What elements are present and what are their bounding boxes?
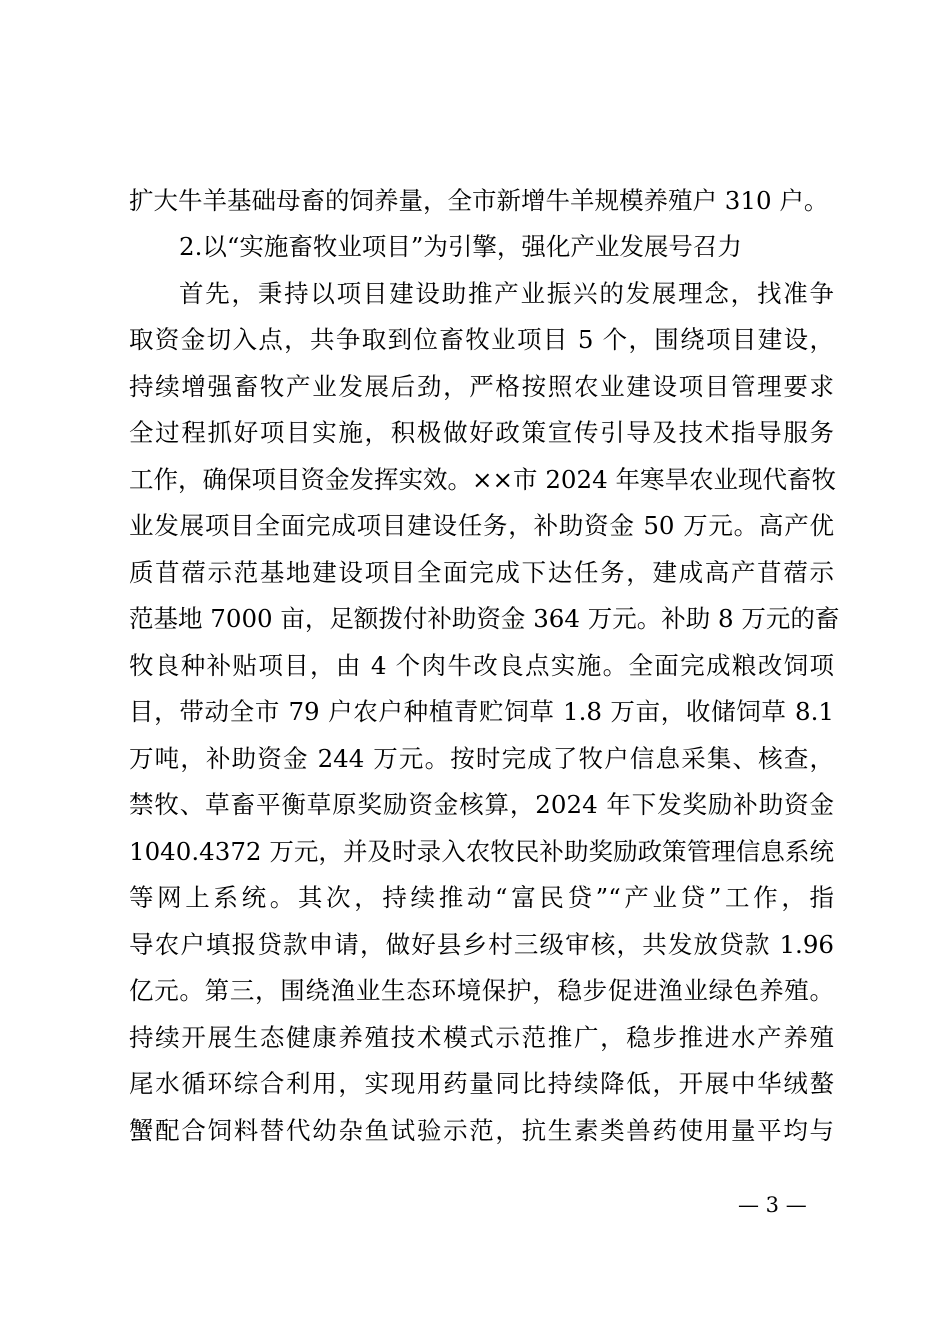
paragraph-line: 工作，确保项目资金发挥实效。××市 2024 年寒旱农业现代畜牧 <box>129 465 836 494</box>
paragraph-line: 牧良种补贴项目，由 4 个肉牛改良点实施。全面完成粮改饲项 <box>129 651 834 680</box>
paragraph-line: 业发展项目全面完成项目建设任务，补助资金 50 万元。高产优 <box>129 511 834 540</box>
page-number: — 3 — <box>738 1193 807 1217</box>
paragraph-line: 首先，秉持以项目建设助推产业振兴的发展理念，找准争 <box>179 279 834 308</box>
paragraph-line: 禁牧、草畜平衡草原奖励资金核算，2024 年下发奖励补助资金 <box>129 790 834 819</box>
paragraph-line: 持续开展生态健康养殖技术模式示范推广，稳步推进水产养殖 <box>129 1023 834 1052</box>
paragraph-line: 取资金切入点，共争取到位畜牧业项目 5 个，围绕项目建设， <box>129 325 834 354</box>
paragraph-line: 扩大牛羊基础母畜的饲养量，全市新增牛羊规模养殖户 310 户。 <box>129 186 829 215</box>
paragraph-line: 1040.4372 万元，并及时录入农牧民补助奖励政策管理信息系统 <box>129 837 834 866</box>
paragraph-line: 质苜蓿示范基地建设项目全面完成下达任务，建成高产苜蓿示 <box>129 558 834 587</box>
paragraph-line: 蟹配合饲料替代幼杂鱼试验示范，抗生素类兽药使用量平均与 <box>129 1116 834 1145</box>
paragraph-line: 亿元。第三，围绕渔业生态环境保护，稳步促进渔业绿色养殖。 <box>129 976 834 1005</box>
paragraph-line: 持续增强畜牧产业发展后劲，严格按照农业建设项目管理要求 <box>129 372 834 401</box>
paragraph-line: 等网上系统。其次，持续推动“富民贷”“产业贷”工作，指 <box>129 883 834 912</box>
paragraph-line: 全过程抓好项目实施，积极做好政策宣传引导及技术指导服务 <box>129 418 834 447</box>
paragraph-line: 万吨，补助资金 244 万元。按时完成了牧户信息采集、核查， <box>129 744 834 773</box>
paragraph-line: 目，带动全市 79 户农户种植青贮饲草 1.8 万亩，收储饲草 8.1 <box>129 697 834 726</box>
paragraph-line: 尾水循环综合利用，实现用药量同比持续降低，开展中华绒螯 <box>129 1069 834 1098</box>
paragraph-line: 导农户填报贷款申请，做好县乡村三级审核，共发放贷款 1.96 <box>129 930 834 959</box>
section-heading: 2.以“实施畜牧业项目”为引擎，强化产业发展号召力 <box>179 232 742 261</box>
paragraph-line: 范基地 7000 亩，足额拨付补助资金 364 万元。补助 8 万元的畜 <box>129 604 840 633</box>
